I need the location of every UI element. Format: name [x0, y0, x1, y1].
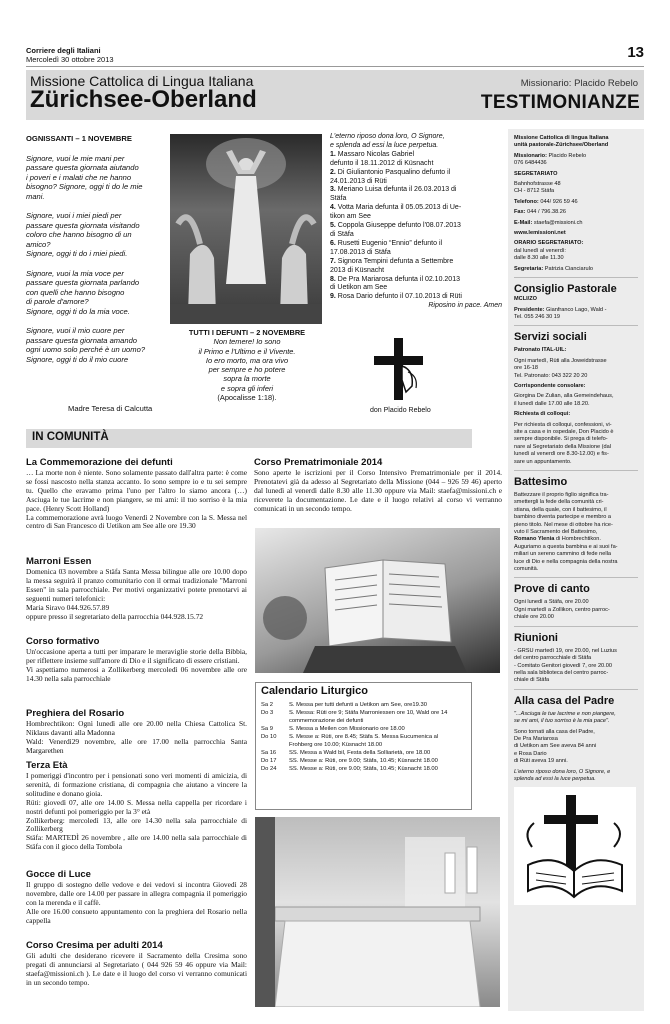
verse-line: il Primo e l'Ultimo e il Vivente.	[198, 346, 296, 356]
riposino-closing: Riposino in pace. Amen	[428, 302, 502, 310]
battesimo-line: bambino diventa partecipe e membro a	[514, 514, 612, 521]
article-para: Zollikerberg: mercoledì 13, alle ore 14.30 nella sala parrocchiale di Zollikerberg	[26, 815, 247, 834]
newspaper-date: Mercoledì 30 ottobre 2013	[26, 54, 114, 64]
poem-line: bisogno? Signore, oggi ti do le mie	[26, 182, 143, 191]
sidebar-tel	[514, 199, 638, 206]
calendar-day: Sa 9	[261, 726, 273, 732]
newspaper-name: Corriere degli Italiani	[26, 46, 101, 55]
poem-stanza	[26, 211, 166, 259]
padre-line: di Uetikon am See aveva 84 anni	[514, 743, 597, 750]
sidebar-segretaria	[514, 266, 638, 273]
verse-line: Io ero morto, ma ora vivo	[205, 355, 289, 365]
deceased-entry	[330, 222, 502, 231]
entry-text: Votta Maria defunta il 05.05.2013 di Ue-	[335, 204, 462, 212]
event-line: Frohberg ore 10.00; Küsnacht 18.00	[289, 742, 383, 748]
label: E-Mail:	[514, 219, 533, 226]
verse-line: e sopra gli inferi	[220, 383, 274, 393]
entry-number: 5.	[330, 222, 336, 230]
bible-photo	[255, 528, 500, 673]
colloqui-line: nare al Segretariato della Missione (dal	[514, 443, 612, 450]
battesimo-line: miliari un sereno cammino di fede nella	[514, 551, 612, 558]
article-para: I pomeriggi d'incontro per i pensionati sono veri momenti di amicizia, di serenità, di formazione cristiana, di compagnia che aiutano a vincere la solitudine e donano gioia.	[26, 771, 247, 798]
value: 044 / 796.38.26	[527, 209, 566, 216]
verse-line: Non temere! Io sono	[213, 337, 281, 347]
altar-photo	[255, 817, 500, 1007]
article-para: La commemorazione avrà luogo Venerdì 2 Novembre con la S. Messa nel centro di San Francesco di Uetikon am See alle ore 19.30	[26, 512, 247, 531]
resurrection-image	[170, 134, 322, 324]
colloqui-line: sare un appuntamento.	[514, 458, 572, 465]
calendar-event	[289, 733, 438, 749]
entry-text: Massaro Nicolas Gabriel	[335, 150, 415, 158]
calendario-liturgico	[255, 682, 472, 810]
banner-title: Zürichsee-Oberland	[30, 86, 257, 113]
article-para: Vi aspettiamo numerosi a Zollikerberg mercoledì 06 novembre alle ore 14.30 nella sala parrocchiale	[26, 664, 247, 683]
divider	[514, 470, 638, 471]
calendar-day: Do 10	[261, 734, 277, 740]
eterno-intro	[330, 133, 502, 151]
consiglio-title: Consiglio Pastorale	[514, 283, 617, 296]
page-number: 13	[627, 44, 644, 61]
banner-section-title: TESTIMONIANZE	[480, 92, 640, 113]
article-para: Stäfa: MARTEDÌ 26 novembre , alle ore 14.00 nella sala parrocchiale di Stäfa con il gioco della Tombola	[26, 833, 247, 852]
event-line: SS. Messa a Wald bil, Festa della Solliarietà, ore 18.00	[289, 750, 431, 756]
entry-text: 2013 di Küsnacht	[330, 266, 385, 274]
verse-line: sopra la morte	[223, 374, 271, 384]
article-title: Preghiera del Rosario	[26, 708, 125, 719]
intro-line: L'eterno riposo dona loro, O Signore,	[330, 133, 445, 140]
entry-number: 4.	[330, 204, 336, 212]
corrispondente-line: Giorgina De Zulian, alla Gemeindehaus,	[514, 393, 614, 400]
corrispondente-line: il lunedì dalle 17.00 alle 18.20.	[514, 400, 590, 407]
sidebar-email	[514, 220, 638, 227]
ognissanti-heading: OGNISSANTI – 1 NOVEMBRE	[26, 134, 132, 143]
prove-line: Ogni martedì a Zollikon, centro parroc-	[514, 606, 610, 613]
event-line: SS. Messe a: Rüti, ore 9.00; Stäfa, 10.45; Küsnacht 18.00	[289, 766, 438, 772]
calendar-row	[261, 709, 466, 725]
servizi-title: Servizi sociali	[514, 331, 587, 344]
entry-text: Rosa Dario defunto il 07.10.2013 di Rüti	[335, 293, 462, 301]
closing-line: L'eterno riposo dona loro, O Signore, e	[514, 768, 611, 775]
battesimo-line: smettergli la fede della comunità cri-	[514, 499, 604, 506]
sidebar-orario	[514, 240, 638, 262]
riunioni-line: nella sala biblioteca del centro parroc-	[514, 669, 609, 676]
deceased-entry	[330, 258, 502, 267]
deceased-entry	[330, 204, 502, 213]
poem-line: passare questa giornata aiutando	[26, 163, 139, 172]
battesimo-line: comunità.	[514, 566, 539, 573]
padre-title: Alla casa del Padre	[514, 694, 615, 707]
calendar-day: Do 3	[261, 710, 274, 716]
sidebar-org	[514, 135, 638, 150]
article-rosario	[26, 708, 247, 756]
signature-placido: don Placido Rebelo	[370, 407, 431, 414]
label: Segretaria:	[514, 265, 544, 272]
padre-line: e Rosa Dario	[514, 750, 547, 757]
closing-line: splenda ad essi la luce perpetua.	[514, 775, 596, 782]
sidebar-illustration	[514, 787, 636, 905]
org-line: unità pastorale-Zürichsee/Oberland	[514, 142, 609, 149]
padre-line: di Rüti aveva 19 anni.	[514, 758, 568, 765]
quote-line: "...Asciuga le tue lacrime e non piangere,	[514, 710, 616, 717]
value: 044/ 926 59 46	[540, 198, 578, 205]
entry-text: Stäfa	[330, 195, 347, 203]
entry-text: Coppola Giuseppe defunto l'08.07.2013	[335, 222, 461, 230]
calendar-day: Do 24	[261, 766, 277, 772]
battesimo-line: stiana, della quale, con il battesimo, il	[514, 506, 607, 513]
calendario-rows	[261, 701, 466, 773]
entry-text: Meriano Luisa defunta il 26.03.2013 di	[335, 186, 457, 194]
cross-book-icon	[514, 787, 636, 905]
consiglio-sub: MCLI/ZO	[514, 296, 537, 303]
value: dalle 8.30 alle 11.30	[514, 255, 564, 262]
sidebar-web[interactable]: www.lemissioni.net	[514, 230, 566, 237]
prove-title: Prove di canto	[514, 583, 590, 596]
article-title: La Commemorazione dei defunti	[26, 457, 173, 468]
ognissanti-poem	[26, 134, 166, 374]
article-terza-eta	[26, 760, 247, 852]
calendar-day: Do 17	[261, 758, 277, 764]
calendar-event	[289, 765, 438, 773]
label: ORARIO SEGRETARIATO:	[514, 240, 584, 247]
poem-line: di parole d'amore?	[26, 297, 89, 306]
prove-line: chiale ore 20.00	[514, 614, 554, 621]
riunioni-line: - Comitato Genitori giovedì 7, ore 20.00	[514, 662, 612, 669]
article-para: Il gruppo di sostegno delle vedove e dei vedovi si incontra Giovedì 28 novembre, dalle ore 14.00 per passare in allegra compagnia il pomeriggio con la merenda e il caffè.	[26, 880, 247, 907]
article-para: Rüti: giovedì 07, alle ore 14.00 S. Messa nella cappella per ricordare i nostri defunti poi pomeriggio per la 3° età	[26, 797, 247, 816]
poem-line: Signore, oggi ti do la mia voce.	[26, 306, 130, 316]
article-para: Alle ore 16.00 consueto appuntamento con la preghiera del Rosario nella cappella	[26, 906, 247, 925]
article-title: Corso Cresima per adulti 2014	[26, 940, 163, 951]
article-formativo	[26, 636, 247, 684]
entry-number: 7.	[330, 257, 336, 265]
poem-line: con quelli che hanno bisogno	[26, 287, 125, 297]
battesimo-title: Battesimo	[514, 476, 568, 488]
deceased-entry	[330, 240, 502, 249]
article-para: Sono aperte le iscrizioni per il Corso Intensivo Prematrimoniale per il 2014. Prenotatevi già da adesso al Segretariato della Missione (044 – 926 59 46) aperto dal lunedì al venerdì dalle 8.30 alle 11.30 oppure via Mail: staefa@missioni.ch e riceverete la documentazione. Le date e il luogo relativi al corso vi verranno comunicati in un secondo tempo.	[254, 468, 502, 513]
poem-line: Signore, oggi ti do il mio cuore	[26, 354, 129, 364]
value: Gianfranco Lago, Wald -	[546, 306, 607, 313]
value: Patrizia Cianciarulo	[544, 265, 593, 272]
calendar-row	[261, 757, 466, 765]
entry-number: 3.	[330, 186, 336, 194]
battesimo-line: Auguriamo a questa bambina e ai suoi fa-	[514, 543, 618, 550]
article-title: Gocce di Luce	[26, 869, 91, 880]
entry-text: tikon am See	[330, 213, 371, 221]
calendar-event	[289, 725, 405, 733]
poem-author: Madre Teresa di Calcutta	[68, 404, 153, 413]
calendar-row	[261, 733, 466, 749]
sidebar-missionario	[514, 153, 638, 168]
deceased-entry	[330, 151, 502, 160]
quote-line: se mi ami, il tuo sorriso è la mia pace".	[514, 718, 610, 725]
poem-line: Signore, vuoi la mia voce per	[26, 268, 124, 278]
patronato-line: ore 16-18	[514, 365, 538, 372]
divider	[514, 277, 638, 278]
segretariato-label: SEGRETARIATO	[514, 170, 558, 177]
event-line: S. Messa per tutti defunti a Uetikon am See, ore19.30	[289, 702, 427, 708]
divider	[514, 577, 638, 578]
entry-text: Di Giuliantonio Pasqualino defunto il	[335, 168, 451, 176]
poem-line: Signore, vuoi le mie mani per	[26, 153, 125, 163]
poem-line: ogni uomo solo perché è un uomo?	[26, 345, 146, 354]
label: Telefono:	[514, 198, 539, 205]
presidente	[514, 307, 638, 322]
deceased-entry	[330, 186, 502, 195]
value: Placido Rebelo	[548, 152, 587, 159]
entry-number: 9.	[330, 293, 336, 301]
defunti-heading: TUTTI I DEFUNTI – 2 NOVEMBRE	[188, 328, 306, 337]
poem-line: coloro che hanno bisogno di un	[26, 230, 132, 239]
battesimo-line: luce di Dio e nella compagnia della nostra	[514, 558, 618, 565]
label: Fax:	[514, 209, 526, 216]
patronato-label: Patronato ITAL-UIL:	[514, 347, 567, 354]
article-prematrimoniale	[254, 457, 502, 514]
newspaper-header	[26, 47, 114, 64]
battesimo-line: vuto il Sacramento del Battesimo,	[514, 529, 598, 536]
poem-line: mani.	[26, 191, 45, 201]
article-commemorazione	[26, 457, 247, 531]
article-para: Un'occasione aperta a tutti per imparare le meraviglie storie della Bibbia, per riflettere insieme sull'amore di Dio e il significato di essere cristiani.	[26, 647, 247, 665]
label: Missionario:	[514, 152, 547, 159]
article-para: Domenica 03 novembre a Stäfa Santa Messa bilingue alle ore 10.00 dopo la messa seguirà il pranzo comunitario con il ormai tradizionale "Marroni Essen" in sala parrocchiale. Per motivi organizzativi potete prenotarvi ai seguenti numeri telefonici:	[26, 567, 247, 603]
entry-number: 1.	[330, 150, 336, 158]
sidebar-fax	[514, 209, 638, 216]
poem-line: passare questa giornata visitando	[26, 220, 140, 230]
patronato-line: Tel. Patronato: 043 322 20 20	[514, 372, 588, 379]
email-link[interactable]: staefa@missioni.ch	[533, 219, 583, 226]
deceased-entry	[330, 293, 502, 302]
poem-stanza	[26, 154, 166, 202]
calendario-title: Calendario Liturgico	[261, 685, 368, 697]
event-line: S. Messa: Rüti ore 9; Stäfa Marroniessen ore 10, Wald ore 14	[289, 710, 448, 716]
article-title: Corso formativo	[26, 636, 100, 647]
entry-text: Rusetti Eugenio “Ennio” defunto il	[335, 239, 443, 247]
verse-line: per sempre e ho potere	[208, 365, 286, 375]
poem-line: Signore, vuoi i miei piedi per	[26, 211, 122, 220]
battesimo-line	[514, 536, 638, 543]
section-band	[26, 429, 472, 448]
padre-line: Sono tornati alla casa del Padre,	[514, 728, 595, 735]
colloqui-text	[514, 422, 638, 466]
banner-missionary: Missionario: Placido Rebelo	[520, 78, 638, 89]
article-para: oppure presso il segretariato della parrocchia 044.928.15.72	[26, 611, 204, 621]
entry-number: 2.	[330, 168, 336, 176]
calendar-event	[289, 701, 427, 709]
deceased-list	[330, 133, 502, 311]
prove-text	[514, 599, 638, 621]
event-line: S. Messa a Meilen con Missionario ore 18.00	[289, 726, 405, 732]
baptized-name: Romano Ylenia	[514, 536, 555, 543]
calendar-row	[261, 725, 466, 733]
section-title: IN COMUNITÀ	[32, 431, 109, 443]
calendar-row	[261, 701, 466, 709]
calendar-day: Sa 2	[261, 702, 273, 708]
article-marroni	[26, 556, 247, 621]
article-para: Hombrechtikon: Ognì lunedì alle ore 20.00 nella Chiesa Cattolica St. Niklaus davanti alla Madonna	[26, 719, 247, 737]
entry-text: defunto il 18.11.2012 di Küsnacht	[330, 159, 434, 167]
event-line: SS. Messe a: Rüti, ore 9.00; Stäfa, 10.45; Küsnacht 18.00	[289, 758, 438, 764]
calendar-event	[289, 709, 447, 725]
riunioni-text	[514, 648, 638, 685]
patronato-line: Ogni martedì, Rüti alla Joweidstrasse	[514, 357, 607, 364]
article-gocce	[26, 869, 247, 926]
article-title: Terza Età	[26, 760, 68, 771]
corrispondente-text	[514, 393, 638, 408]
battesimo-line: pieno titolo. Nel mese di ottobre ha rice-	[514, 521, 613, 528]
address-line: CH - 8712 Stäfa	[514, 188, 555, 195]
poem-line: passare questa giornata amando	[26, 335, 138, 345]
entry-number: 8.	[330, 275, 336, 283]
address-line: Bahnhofstrasse 48	[514, 181, 561, 188]
padre-line: De Pra Mariarosa	[514, 735, 558, 742]
value: dal lunedì al venerdì:	[514, 247, 566, 254]
colloqui-line: Per richiesta di colloqui, confessioni, vi-	[514, 421, 612, 428]
article-para: Wald: Venerdì29 novembre, alle ore 17.00 nella parrocchia Santa Margarethen	[26, 736, 247, 755]
entry-text: Signora Tempini defunta a Settembre	[335, 257, 454, 265]
deceased-entries	[330, 151, 502, 302]
event-line: S. Messe a: Rüti, ore 8.45; Stäfa S. Messa Eucumenica al	[289, 734, 439, 740]
prove-line: Ogni lunedì a Stäfa, ore 20.00	[514, 599, 589, 606]
riunioni-line: del centro parrocchiale di Stäfa	[514, 655, 592, 662]
defunti-ref: (Apocalisse 1:18).	[217, 393, 277, 403]
article-title: Corso Prematrimoniale 2014	[254, 457, 383, 468]
padre-text	[514, 729, 638, 766]
poem-line: i poveri e i malati che ne hanno	[26, 172, 132, 182]
poem-line: passare questa giornata parlando	[26, 278, 140, 287]
banner-subtitle: Missione Cattolica di Lingua Italiana	[30, 73, 254, 89]
intro-line: e splenda ad essi la luce perpetua.	[330, 141, 439, 149]
battesimo-after: di Hombrechtikon.	[554, 536, 601, 543]
open-bible-illustration	[255, 528, 500, 673]
org-line: Missione Cattolica di lingua Italiana	[514, 135, 609, 141]
entry-text: 17.08.2013 di Stäfa	[330, 248, 391, 256]
riunioni-line: - GRSU martedì 19, ore 20.00, nel Luzius	[514, 647, 617, 654]
ognissanti-stanzas	[26, 154, 166, 365]
defunti-verse	[168, 337, 326, 393]
divider	[514, 689, 638, 690]
deceased-entry	[330, 276, 502, 285]
article-para: … La morte non è niente. Sono solamente passato dall'altra parte: è come se fossi nascosto nella stanza accanto. Io sono sempre io e tu sei sempre tu. Quello che eravamo prima l'uno per l'altro lo siamo ancora (…) Asciuga le tue lacrime e non piangere, se mi ami: il tuo sorriso è la mia pace. (Henry Scott Holland)	[26, 468, 247, 513]
header-rule	[26, 66, 644, 67]
battesimo-line: Battezzare il proprio figlio significa tra-	[514, 492, 609, 498]
padre-closing	[514, 769, 638, 784]
article-cresima	[26, 940, 247, 988]
resurrection-illustration	[170, 134, 322, 324]
patronato-text	[514, 358, 638, 380]
poem-stanza	[26, 326, 166, 364]
deceased-entry	[330, 169, 502, 178]
corrispondente-label: Corrispondente consolare:	[514, 382, 586, 389]
altar-candles-illustration	[255, 817, 500, 1007]
entry-text: di Uetikon am See	[330, 284, 388, 292]
calendar-day: Sa 16	[261, 750, 277, 756]
cross-praying-hands-icon	[368, 336, 428, 402]
entry-text: 24.01.2013 di Rüti	[330, 177, 387, 185]
sidebar-info	[508, 129, 644, 1011]
calendar-event	[289, 757, 438, 765]
colloqui-line: sempre disponibile. Si prega di telefo-	[514, 436, 608, 443]
label: Presidente:	[514, 306, 545, 313]
riunioni-line: chiale di Stäfa	[514, 677, 550, 684]
calendar-row	[261, 749, 466, 757]
colloqui-label: Richiesta di colloqui:	[514, 411, 571, 418]
divider	[514, 626, 638, 627]
defunti-block	[168, 328, 326, 402]
entry-text: De Pra Mariarosa defunta il 02.10.2013	[335, 275, 460, 283]
poem-line: Signore, oggi ti do i miei piedi.	[26, 249, 128, 258]
divider	[514, 325, 638, 326]
mobile-phone: 076 6484436	[514, 160, 547, 167]
event-line: commemorazione dei defunti	[289, 718, 364, 724]
article-para: Maria Siravo 044.926.57.89	[26, 602, 110, 612]
poem-stanza	[26, 269, 166, 317]
calendar-event	[289, 749, 430, 757]
colloqui-line: site a casa e in ospedale, Don Placido è	[514, 428, 614, 435]
calendar-row	[261, 765, 466, 773]
battesimo-text	[514, 492, 638, 573]
article-para: Gli adulti che desiderano ricevere il Sacramento della Cresima sono pregati di annunciarsi al Segretariato ( 044 926 59 46 oppure via Mail: staefa@missioni.ch ). Le date e il luogo del corso vi verranno comunicati in un secondo tempo.	[26, 951, 247, 987]
entry-number: 6.	[330, 239, 336, 247]
poem-line: Signore, vuoi il mio cuore per	[26, 326, 125, 335]
article-title: Marroni Essen	[26, 556, 92, 567]
padre-quote	[514, 711, 638, 726]
poem-line: amico?	[26, 239, 51, 249]
sidebar-address	[514, 181, 638, 196]
entry-text: di Stäfa	[330, 230, 354, 238]
value: Tel. 055 246 30 19	[514, 313, 561, 320]
colloqui-line: lunedì al venerdì ore 8.30-12.00) e fis-	[514, 451, 609, 458]
riunioni-title: Riunioni	[514, 631, 558, 644]
